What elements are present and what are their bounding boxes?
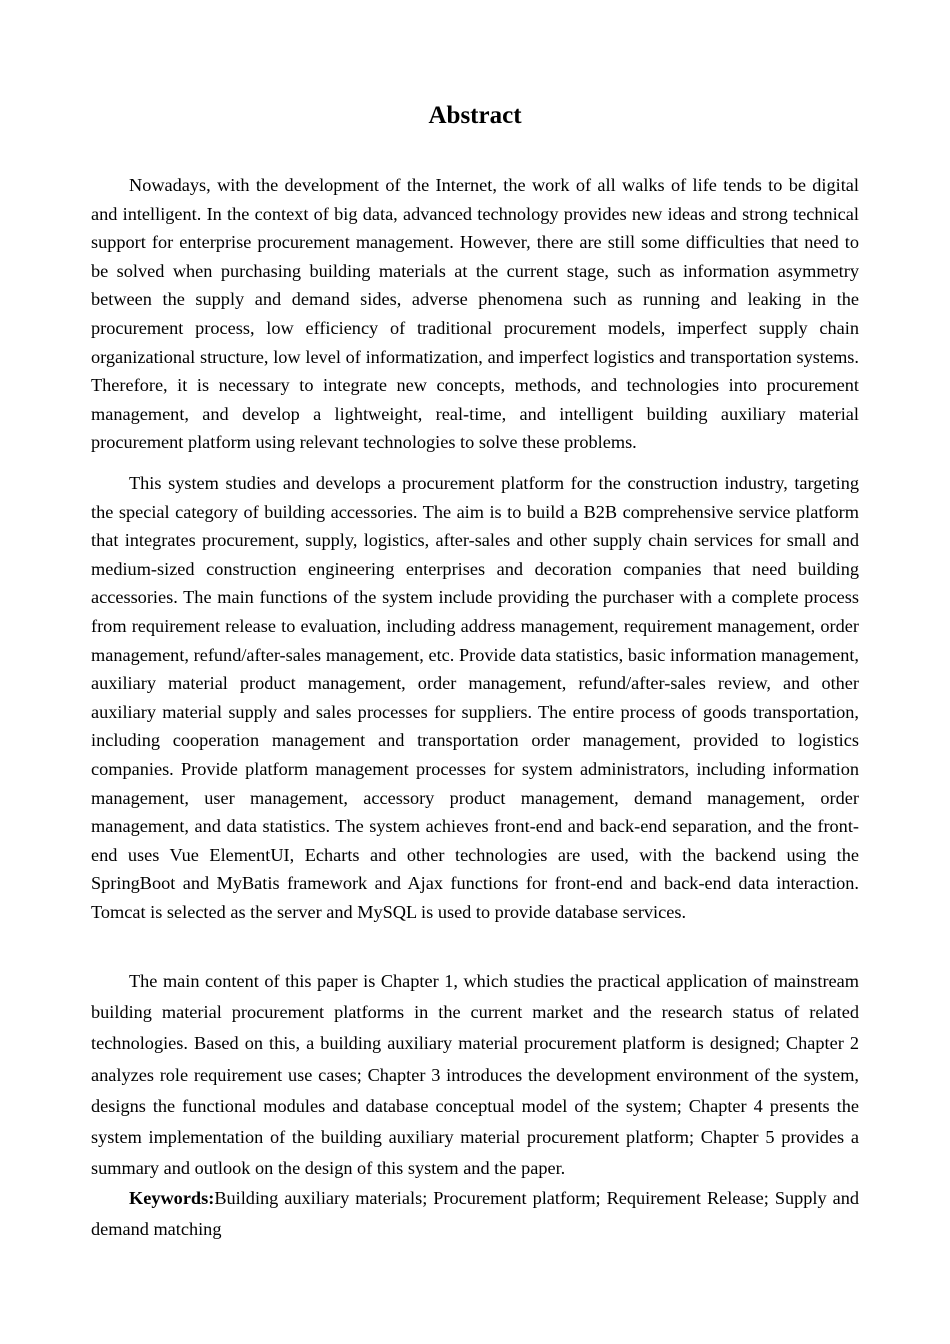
abstract-paragraph-2: This system studies and develops a procurement platform for the construction industry, targeting the special category of building accessories. The aim is to build a B2B comprehensive service platform that integrates procurement, supply, logistics, after-sales and other supply chain services for small and medium-sized construction engineering enterprises and decoration companies that need building accessories. The main functions of the system include providing the purchaser with a complete process from requirement release to evaluation, including address management, requirement management, order management, refund/after-sales management, etc. Provide data statistics, basic information management, auxiliary material product management, order management, refund/after-sales review, and other auxiliary material supply and sales processes for suppliers. The entire process of goods transportation, including cooperation management and transportation order management, provided to logistics companies. Provide platform management processes for system administrators, including information management, user management, accessory product management, demand management, order management, and data statistics. The system achieves front-end and back-end separation, and the front-end uses Vue ElementUI, Echarts and other technologies are used, with the backend using the SpringBoot and MyBatis framework and Ajax functions for front-end and back-end data interaction. Tomcat is selected as the server and MySQL is used to provide database services. <box>91 473 859 922</box>
keywords-label: Keywords: <box>129 1188 215 1208</box>
keywords-paragraph <box>91 1183 859 1245</box>
abstract-paragraph-1: Nowadays, with the development of the Internet, the work of all walks of life tends to be digital and intelligent. In the context of big data, advanced technology provides new ideas and strong technical support for enterprise procurement management. However, there are still some difficulties that need to be solved when purchasing building materials at the current stage, such as information asymmetry between the supply and demand sides, adverse phenomena such as running and leaking in the procurement process, low efficiency of traditional procurement models, imperfect supply chain organizational structure, low level of informatization, and imperfect logistics and transportation systems. Therefore, it is necessary to integrate new concepts, methods, and technologies into procurement management, and develop a lightweight, real-time, and intelligent building auxiliary material procurement platform using relevant technologies to solve these problems. <box>91 175 859 453</box>
abstract-paragraph-3: The main content of this paper is Chapter 1, which studies the practical application of mainstream building material procurement platforms in the current market and the research status of related technologies. Based on this, a building auxiliary material procurement platform is designed; Chapter 2 analyzes role requirement use cases; Chapter 3 introduces the development environment of the system, designs the functional modules and database conceptual model of the system; Chapter 4 presents the system implementation of the building auxiliary material procurement platform; Chapter 5 provides a summary and outlook on the design of this system and the paper. <box>91 971 859 1179</box>
keywords-text: Building auxiliary materials; Procurement platform; Requirement Release; Supply and demand matching <box>91 1188 859 1240</box>
abstract-title: Abstract <box>428 102 522 129</box>
